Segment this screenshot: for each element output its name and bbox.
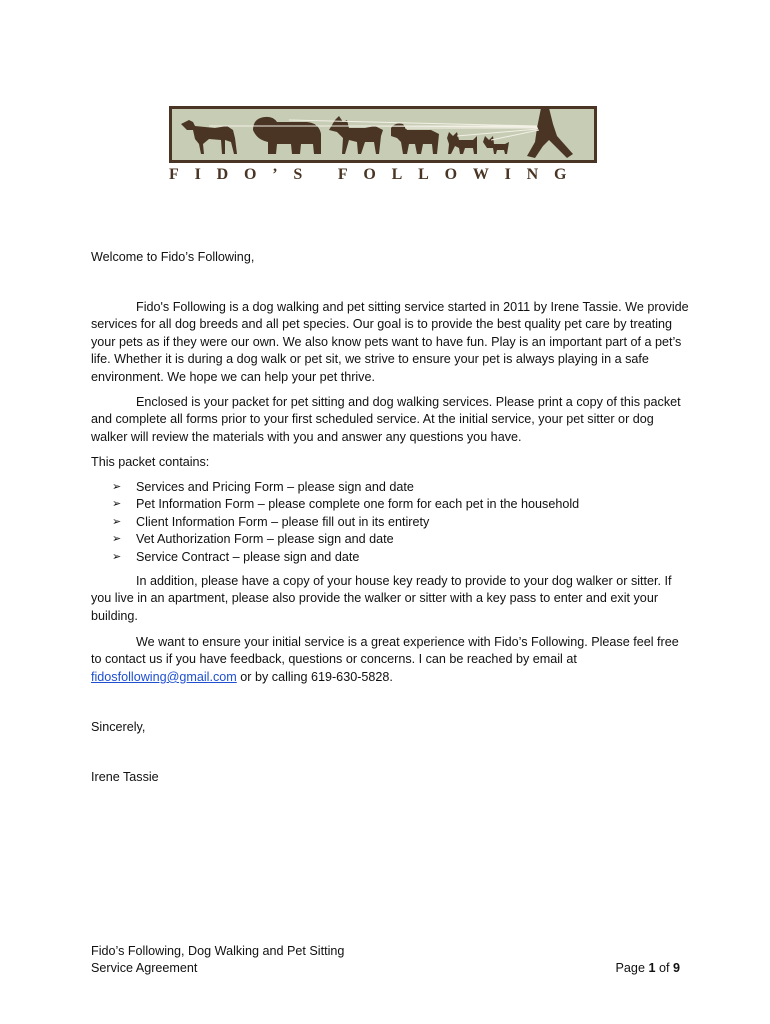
footer-title	[91, 943, 344, 978]
list-item-text: Services and Pricing Form – please sign and date	[136, 480, 414, 494]
arrow-bullet-icon: ➢	[112, 481, 122, 493]
closing: Sincerely,	[91, 720, 146, 734]
page-current: 1	[648, 961, 656, 975]
contact-text-before: We want to ensure your initial service is a great experience with Fido’s Following. Please feel free to contact us if you have feedback, questions or concerns. I can be reached by email at	[91, 635, 679, 667]
list-item	[112, 479, 579, 496]
paragraph-contact	[91, 634, 691, 686]
list-item-text: Service Contract – please sign and date	[136, 549, 360, 564]
page-of: of	[658, 961, 670, 975]
arrow-bullet-icon: ➢	[112, 550, 122, 563]
footer-line-1: Fido’s Following, Dog Walking and Pet Sitting	[91, 944, 345, 958]
company-logo	[169, 106, 601, 182]
arrow-bullet-icon: ➢	[112, 498, 122, 511]
list-item	[112, 514, 579, 531]
paragraph-enclosed: Enclosed is your packet for pet sitting and dog walking services. Please print a copy of this packet and complete all forms prior to your first scheduled service. At the initial service, your pet sitter or dog walker will review the materials with you and answer any questions you have.	[91, 395, 681, 444]
footer-line-2: Service Agreement	[91, 961, 198, 976]
page-total: 9	[672, 961, 680, 975]
page-number	[560, 960, 680, 977]
list-item-text: Client Information Form – please fill out in its entirety	[136, 514, 430, 529]
logo-wordmark: FIDO’S FOLLOWING	[169, 166, 583, 183]
list-item-text: Pet Information Form – please complete one form for each pet in the household	[136, 497, 580, 512]
packet-intro: This packet contains:	[91, 455, 210, 469]
email-link[interactable]: fidosfollowing@gmail.com	[91, 669, 237, 684]
contact-text-after: or by calling 619-630-5828.	[236, 669, 393, 684]
arrow-bullet-icon: ➢	[112, 533, 122, 546]
paragraph-house-key: In addition, please have a copy of your house key ready to provide to your dog walker or sitter. If you live in an apartment, please also provide the walker or sitter with a key pass to enter and exit your building.	[91, 574, 672, 623]
paragraph-intro: Fido's Following is a dog walking and pet sitting service started in 2011 by Irene Tassie. We provide services for all dog breeds and all pet species. Our goal is to provide the best quality pet care by treating your pets as if they were our own. We also know pets want to have fun. Play is an important part of a pet’s life. Whether it is during a dog walk or pet sit, we strive to ensure your pet is always playing in a safe environment. We hope we can help your pet thrive.	[91, 300, 689, 384]
list-item	[112, 496, 579, 513]
list-item	[112, 531, 579, 548]
list-item-text: Vet Authorization Form – please sign and date	[136, 532, 394, 547]
signature-name: Irene Tassie	[91, 770, 159, 784]
dog-walker-silhouette-icon	[169, 106, 597, 163]
packet-contents-list	[112, 479, 579, 566]
greeting: Welcome to Fido’s Following,	[91, 250, 255, 264]
list-item	[112, 549, 579, 566]
arrow-bullet-icon: ➢	[112, 515, 122, 528]
page-word: Page	[615, 961, 645, 975]
